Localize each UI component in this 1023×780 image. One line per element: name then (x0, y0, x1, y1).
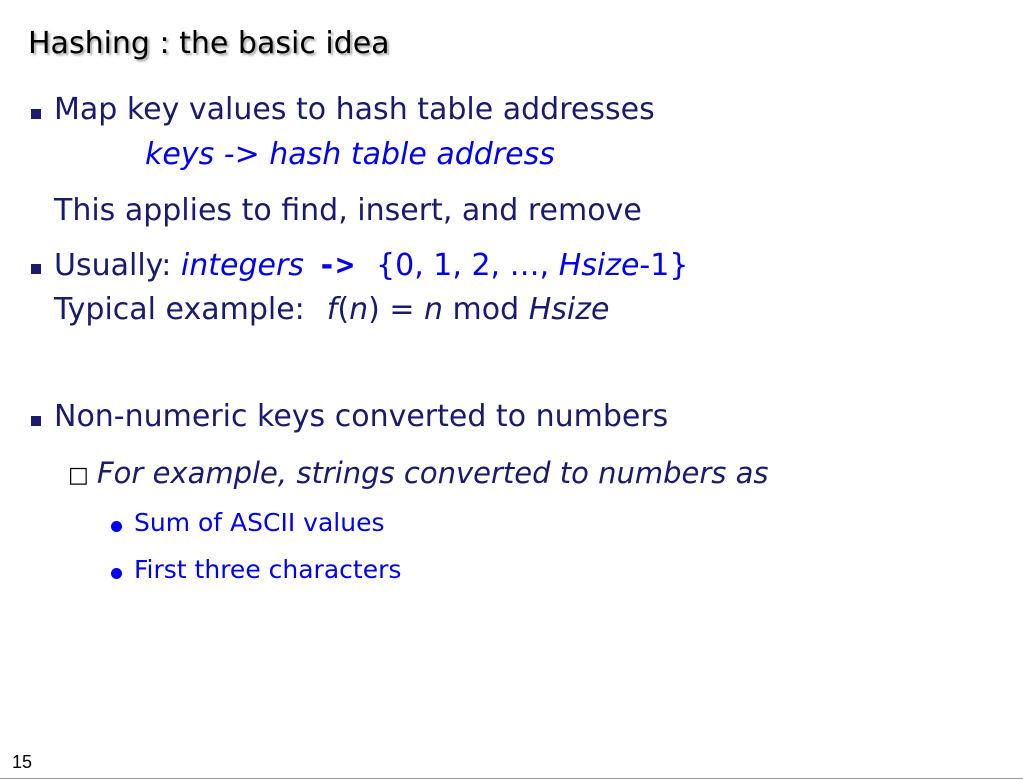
keys-mapping-line (145, 137, 555, 172)
slide-title: Hashing : the basic idea (28, 26, 390, 61)
round-bullet-icon (111, 568, 122, 579)
bullet-non-numeric: Non-numeric keys converted to numbers (54, 399, 669, 434)
footer-divider (0, 778, 1023, 779)
bullet-map-key-values: Map key values to hash table addresses (54, 92, 655, 127)
round-bullet-icon (111, 521, 122, 532)
hash-table-address-text: hash table address (269, 137, 555, 172)
sub-item-ascii: Sum of ASCII values (134, 508, 385, 537)
arrow-symbol: -> (317, 248, 355, 283)
for-example-text: For example, strings converted to numbers as (97, 456, 769, 490)
usually-label: Usually: (54, 248, 181, 283)
applies-note: This applies to find, insert, and remove (54, 193, 642, 228)
bullet-usually (54, 248, 689, 283)
square-bullet-icon (31, 109, 41, 119)
hsize-text-2: Hsize (528, 292, 610, 327)
page-number: 15 (12, 752, 33, 772)
set-open-text: {0, 1, 2, …, (376, 248, 559, 283)
typical-example-line (54, 292, 610, 327)
paren-open: ( (337, 292, 350, 327)
keys-text: keys (145, 137, 215, 172)
square-bullet-icon (31, 264, 41, 274)
arrow-text: -> (214, 137, 270, 172)
n-symbol-2: n (424, 292, 444, 327)
mod-text: mod (443, 292, 529, 327)
typical-example-label: Typical example: (54, 292, 305, 327)
square-bullet-icon (31, 416, 41, 426)
integers-text: integers (180, 248, 304, 283)
f-symbol: f (326, 292, 338, 327)
n-symbol: n (349, 292, 369, 327)
paren-close-eq: ) = (368, 292, 424, 327)
hollow-square-bullet-icon: □ (68, 463, 89, 488)
set-close-text: -1} (639, 248, 689, 283)
sub-item-three-chars: First three characters (134, 555, 402, 584)
hsize-text: Hsize (558, 248, 640, 283)
